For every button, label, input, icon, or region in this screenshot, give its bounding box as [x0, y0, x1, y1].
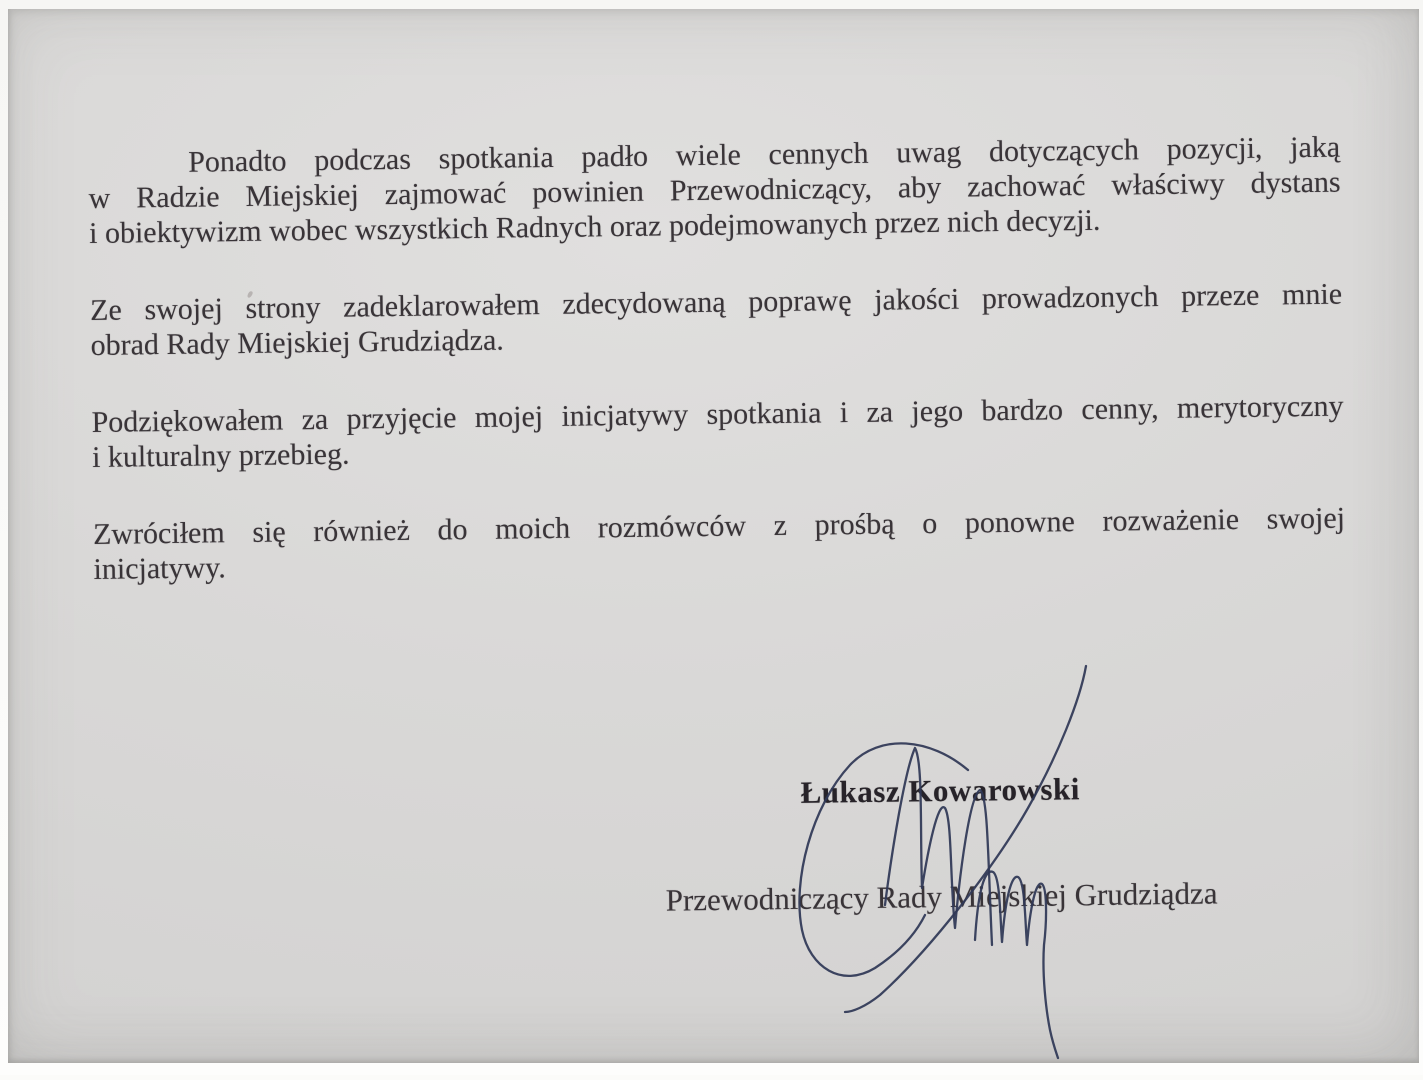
body-line: w Radzie Miejskiej zajmować powinien Przewodniczący, aby zachować właściwy dystans	[88, 165, 1340, 216]
body-line: Podziękowałem za przyjęcie mojej inicjatywy spotkania i za jego bardzo cenny, merytoryczny	[91, 389, 1343, 440]
signatory-name: Łukasz Kowarowski	[640, 769, 1240, 812]
body-paragraph-1	[88, 130, 1341, 251]
body-paragraph-2	[90, 277, 1343, 363]
letter-body	[88, 130, 1346, 587]
signatory-title: Przewodniczący Rady Miejskiej Grudziądza	[641, 875, 1241, 918]
body-line: i obiektywizm wobec wszystkich Radnych oraz podejmowanych przez nich decyzji.	[89, 200, 1341, 251]
body-line: Zwróciłem się również do moich rozmówców z prośbą o ponowne rozważenie swojej	[93, 501, 1345, 552]
body-paragraph-3	[91, 389, 1344, 475]
signature-block	[640, 769, 1242, 918]
body-line: i kulturalny przebieg.	[92, 424, 1344, 475]
body-line: Ze swojej strony zadeklarowałem zdecydowaną poprawę jakości prowadzonych przeze mnie	[90, 277, 1342, 328]
body-line: obrad Rady Miejskiej Grudziądza.	[90, 312, 1342, 363]
body-line: Ponadto podczas spotkania padło wiele cennych uwag dotyczących pozycji, jaką	[88, 130, 1340, 181]
body-line: inicjatywy.	[93, 536, 1345, 587]
